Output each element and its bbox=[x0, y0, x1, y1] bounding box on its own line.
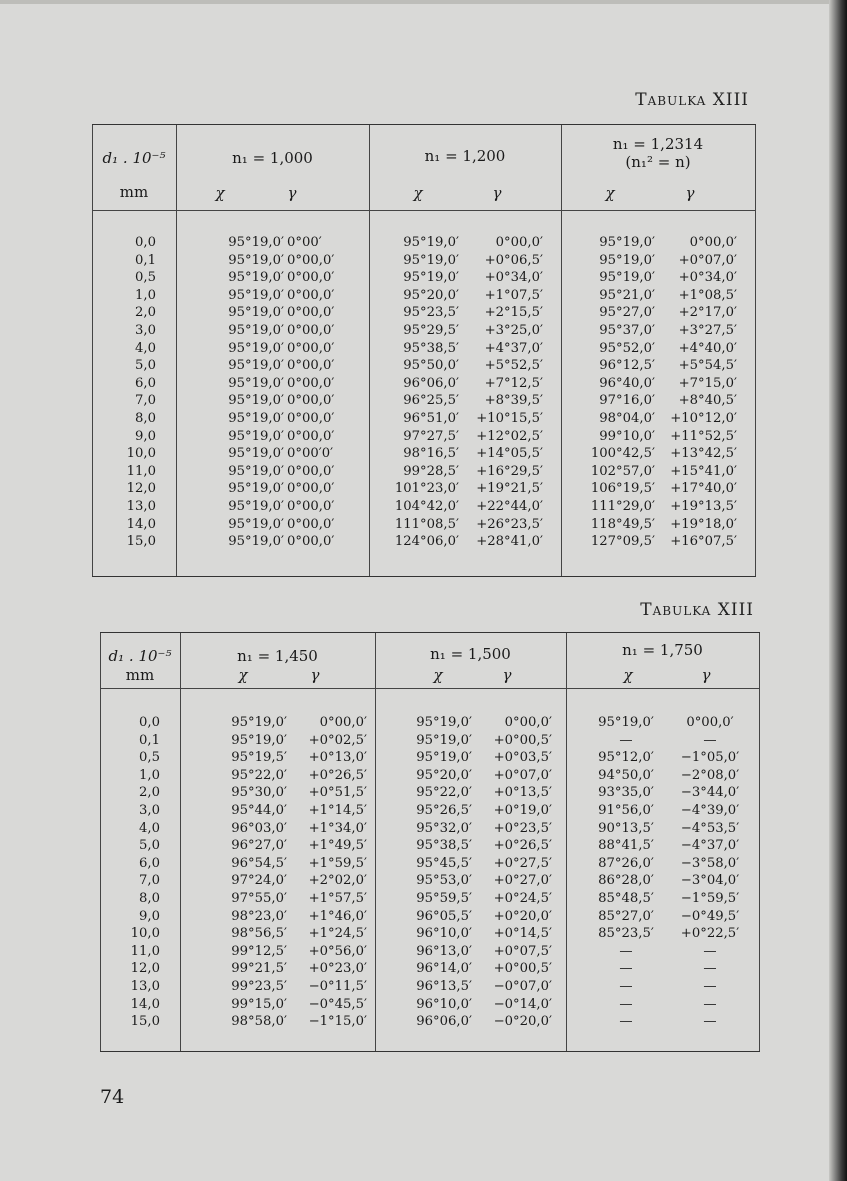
table-cell: 99°10,0′ bbox=[599, 428, 655, 444]
table-cell: +1°59,5′ bbox=[308, 855, 367, 871]
table-cell: 0°00,0′ bbox=[495, 235, 543, 250]
table-cell: 98°23,0′ bbox=[231, 908, 287, 924]
table-cell: 0°00,0′ bbox=[287, 270, 335, 286]
table-cell: −1°59,5′ bbox=[680, 890, 740, 906]
table-cell: 96°14,0′ bbox=[416, 961, 472, 977]
table-cell: +0°13,0′ bbox=[308, 750, 367, 766]
table-cell: +10°15,5′ bbox=[476, 410, 543, 426]
table-cell: — bbox=[703, 996, 717, 1012]
gamma-column bbox=[287, 714, 367, 1031]
table-cell: 95°53,0′ bbox=[416, 873, 472, 889]
table-cell: 11,0 bbox=[126, 463, 156, 479]
row-labels bbox=[92, 234, 156, 551]
row-labels bbox=[100, 714, 160, 1031]
table-cell: +11°52,5′ bbox=[670, 428, 737, 444]
table-cell: 106°19,5′ bbox=[590, 481, 655, 497]
table-cell: 0°00′0′ bbox=[287, 446, 334, 462]
row-header-unit: mm bbox=[125, 666, 155, 684]
table-cell: −3°44,0′ bbox=[680, 785, 740, 801]
gamma-column bbox=[459, 234, 543, 551]
table-cell: — bbox=[619, 732, 633, 748]
table-cell: — bbox=[619, 1014, 633, 1030]
table-cell: 95°37,0′ bbox=[599, 322, 655, 338]
table-cell: 95°19,0′ bbox=[416, 732, 472, 748]
table-cell: 7,0 bbox=[135, 393, 156, 409]
table-cell: 95°22,0′ bbox=[416, 785, 472, 801]
table-cell: +16°07,5′ bbox=[670, 534, 737, 550]
table-cell: 99°12,5′ bbox=[231, 943, 287, 959]
table-cell: 96°12,5′ bbox=[599, 358, 655, 374]
table-cell: +13°42,5′ bbox=[670, 446, 737, 462]
table-cell: −0°14,0′ bbox=[493, 996, 552, 1012]
column-group-header: n₁ = 1,500 bbox=[430, 645, 511, 663]
table-cell: — bbox=[703, 978, 717, 994]
table-cell: 95°50,0′ bbox=[403, 358, 459, 374]
chi-column bbox=[369, 234, 459, 551]
table-cell: 9,0 bbox=[135, 428, 156, 444]
chi-column bbox=[578, 714, 674, 1031]
table-cell: −1°15,0′ bbox=[308, 1014, 367, 1030]
table-cell: 95°19,0′ bbox=[228, 516, 284, 532]
chi-column bbox=[561, 234, 655, 551]
table-cell: 8,0 bbox=[139, 890, 160, 906]
table-cell: 98°58,0′ bbox=[231, 1014, 287, 1030]
table-cell: 10,0 bbox=[126, 446, 156, 462]
table-cell: 11,0 bbox=[130, 943, 160, 959]
table-cell: 95°19,0′ bbox=[599, 270, 655, 286]
chi-label: χ bbox=[433, 666, 443, 684]
gamma-column bbox=[655, 234, 737, 551]
table-cell: −2°08,0′ bbox=[680, 767, 740, 783]
table-cell: 111°29,0′ bbox=[590, 498, 655, 514]
table-cell: 0°00,0′ bbox=[287, 393, 335, 409]
table-cell: 96°13,5′ bbox=[416, 978, 472, 994]
table-cell: +1°24,5′ bbox=[308, 926, 367, 942]
table-cell: — bbox=[703, 732, 717, 748]
table-cell: 14,0 bbox=[126, 516, 156, 532]
table-cell: +0°07,5′ bbox=[493, 943, 552, 959]
table-title: Tabulka XIII bbox=[640, 600, 754, 620]
table-cell: +1°46,0′ bbox=[308, 908, 367, 924]
table-cell: 95°19,0′ bbox=[228, 481, 284, 497]
table-cell: 95°19,0′ bbox=[228, 305, 284, 321]
table-cell: −3°58,0′ bbox=[680, 855, 740, 871]
page-number: 74 bbox=[100, 1086, 125, 1108]
table-cell: −4°37,0′ bbox=[680, 838, 740, 854]
table-cell: +0°34,0′ bbox=[484, 270, 543, 286]
table-cell: 95°38,5′ bbox=[416, 838, 472, 854]
table-cell: 1,0 bbox=[139, 767, 160, 783]
table-cell: 95°20,0′ bbox=[416, 767, 472, 783]
table-cell: 95°20,0′ bbox=[403, 287, 459, 303]
table-cell: 96°10,0′ bbox=[416, 926, 472, 942]
table-cell: 0°00,0′ bbox=[287, 340, 335, 356]
table-cell: — bbox=[703, 943, 717, 959]
table-cell: 0,0 bbox=[135, 235, 156, 250]
table-cell: 7,0 bbox=[139, 873, 160, 889]
table-cell: 12,0 bbox=[130, 961, 160, 977]
table-cell: 95°19,0′ bbox=[599, 235, 655, 250]
table-cell: +0°24,5′ bbox=[493, 890, 552, 906]
table-cell: 12,0 bbox=[126, 481, 156, 497]
table-cell: 86°28,0′ bbox=[598, 873, 654, 889]
table-cell: +0°19,0′ bbox=[493, 802, 552, 818]
table-cell: 96°13,0′ bbox=[416, 943, 472, 959]
table-cell: 0,1 bbox=[139, 732, 160, 748]
chi-column bbox=[375, 714, 472, 1031]
table-cell: +14°05,5′ bbox=[476, 446, 543, 462]
table-cell: 97°27,5′ bbox=[403, 428, 459, 444]
table-cell: +0°23,0′ bbox=[308, 961, 367, 977]
table-cell: 95°19,0′ bbox=[231, 715, 287, 730]
table-cell: 0,5 bbox=[139, 750, 160, 766]
table-cell: +3°25,0′ bbox=[484, 322, 543, 338]
table-cell: +8°39,5′ bbox=[484, 393, 543, 409]
table-cell: 99°23,5′ bbox=[231, 978, 287, 994]
table-cell: 95°38,5′ bbox=[403, 340, 459, 356]
table-cell: — bbox=[619, 978, 633, 994]
table-cell: 0°00,0′ bbox=[287, 498, 335, 514]
table-cell: 0°00,0′ bbox=[686, 715, 734, 730]
column-group-subheader: (n₁² = n) bbox=[625, 153, 691, 171]
table-cell: 0,5 bbox=[135, 270, 156, 286]
table-cell: +0°26,5′ bbox=[308, 767, 367, 783]
chi-label: χ bbox=[215, 184, 225, 202]
table-cell: 95°19,0′ bbox=[228, 375, 284, 391]
table-cell: 127°09,5′ bbox=[590, 534, 655, 550]
table-cell: −3°04,0′ bbox=[680, 873, 740, 889]
table-cell: 99°15,0′ bbox=[231, 996, 287, 1012]
table-cell: 95°19,0′ bbox=[403, 252, 459, 268]
table-cell: +5°54,5′ bbox=[678, 358, 737, 374]
gamma-label: γ bbox=[492, 184, 502, 202]
table-cell: +0°00,5′ bbox=[493, 732, 552, 748]
table-cell: 96°06,0′ bbox=[416, 1014, 472, 1030]
table-cell: 5,0 bbox=[139, 838, 160, 854]
table-cell: 95°29,5′ bbox=[403, 322, 459, 338]
table-cell: — bbox=[619, 943, 633, 959]
table-cell: 0°00,0′ bbox=[287, 375, 335, 391]
table-cell: 95°19,0′ bbox=[228, 235, 284, 250]
table-cell: 95°45,5′ bbox=[416, 855, 472, 871]
table-cell: +19°21,5′ bbox=[476, 481, 543, 497]
table-cell: +0°56,0′ bbox=[308, 943, 367, 959]
table-cell: 1,0 bbox=[135, 287, 156, 303]
table-cell: +0°06,5′ bbox=[484, 252, 543, 268]
column-group-header: n₁ = 1,000 bbox=[232, 149, 313, 167]
column-group-header: n₁ = 1,450 bbox=[237, 647, 318, 665]
table-cell: +10°12,0′ bbox=[670, 410, 737, 426]
table-cell: 0°00′ bbox=[287, 235, 322, 250]
table-cell: 85°48,5′ bbox=[598, 890, 654, 906]
table-cell: +5°52,5′ bbox=[484, 358, 543, 374]
table-cell: 8,0 bbox=[135, 410, 156, 426]
table-cell: 95°19,0′ bbox=[228, 463, 284, 479]
column-group-header: n₁ = 1,200 bbox=[424, 147, 506, 165]
page-binding-edge bbox=[829, 0, 847, 1181]
table-cell: 87°26,0′ bbox=[598, 855, 654, 871]
table-cell: 2,0 bbox=[135, 305, 156, 321]
table-cell: +0°27,0′ bbox=[493, 873, 552, 889]
table-cell: +0°14,5′ bbox=[493, 926, 552, 942]
table-cell: +0°03,5′ bbox=[493, 750, 552, 766]
gamma-label: γ bbox=[502, 666, 512, 684]
table-cell: +0°27,5′ bbox=[493, 855, 552, 871]
table-cell: 96°06,0′ bbox=[403, 375, 459, 391]
table-cell: 13,0 bbox=[126, 498, 156, 514]
table-cell: 0°00,0′ bbox=[287, 481, 335, 497]
table-cell: 96°05,5′ bbox=[416, 908, 472, 924]
table-cell: +15°41,0′ bbox=[670, 463, 737, 479]
gamma-column bbox=[670, 714, 750, 1031]
table-cell: +0°00,5′ bbox=[493, 961, 552, 977]
table-cell: 95°19,0′ bbox=[228, 410, 284, 426]
table-cell: 95°27,0′ bbox=[599, 305, 655, 321]
table-cell: +0°51,5′ bbox=[308, 785, 367, 801]
table-cell: 0°00,0′ bbox=[287, 252, 335, 268]
table-cell: 6,0 bbox=[139, 855, 160, 871]
table-title: Tabulka XIII bbox=[635, 90, 749, 110]
table-cell: 95°19,0′ bbox=[599, 252, 655, 268]
table-cell: +12°02,5′ bbox=[476, 428, 543, 444]
table-cell: 95°19,0′ bbox=[228, 287, 284, 303]
table-cell: +0°34,0′ bbox=[678, 270, 737, 286]
table-cell: +1°14,5′ bbox=[308, 802, 367, 818]
table-cell: 15,0 bbox=[126, 534, 156, 550]
table-cell: 100°42,5′ bbox=[590, 446, 655, 462]
table-cell: 95°19,0′ bbox=[228, 358, 284, 374]
table-cell: 4,0 bbox=[135, 340, 156, 356]
table-cell: 96°03,0′ bbox=[231, 820, 287, 836]
table-cell: 0°00,0′ bbox=[287, 410, 335, 426]
table-cell: +1°08,5′ bbox=[678, 287, 737, 303]
table-cell: +2°17,0′ bbox=[678, 305, 737, 321]
table-cell: −4°53,5′ bbox=[680, 820, 740, 836]
table-cell: 0°00,0′ bbox=[287, 463, 335, 479]
table-cell: 96°27,0′ bbox=[231, 838, 287, 854]
chi-label: χ bbox=[413, 184, 423, 202]
table-cell: +22°44,0′ bbox=[476, 498, 543, 514]
table-cell: 0°00,0′ bbox=[287, 534, 335, 550]
table-cell: 13,0 bbox=[130, 978, 160, 994]
table-cell: 3,0 bbox=[139, 802, 160, 818]
table-cell: 0°00,0′ bbox=[287, 358, 335, 374]
table-cell: 96°40,0′ bbox=[599, 375, 655, 391]
table-cell: +4°37,0′ bbox=[484, 340, 543, 356]
table-cell: 0°00,0′ bbox=[287, 516, 335, 532]
chi-label: χ bbox=[605, 184, 615, 202]
table-cell: +0°23,5′ bbox=[493, 820, 552, 836]
table-cell: 95°23,5′ bbox=[403, 305, 459, 321]
table-cell: +0°07,0′ bbox=[678, 252, 737, 268]
table-cell: 95°19,0′ bbox=[228, 322, 284, 338]
data-table bbox=[92, 124, 756, 577]
table-cell: 96°51,0′ bbox=[403, 410, 459, 426]
gamma-column bbox=[287, 234, 362, 551]
table-cell: 93°35,0′ bbox=[598, 785, 654, 801]
table-cell: 6,0 bbox=[135, 375, 156, 391]
table-cell: 91°56,0′ bbox=[598, 802, 654, 818]
table-cell: 102°57,0′ bbox=[590, 463, 655, 479]
table-cell: 95°19,0′ bbox=[228, 446, 284, 462]
table-cell: 98°04,0′ bbox=[599, 410, 655, 426]
table-cell: 96°54,5′ bbox=[231, 855, 287, 871]
table-cell: +3°27,5′ bbox=[678, 322, 737, 338]
table-cell: 4,0 bbox=[139, 820, 160, 836]
table-cell: 98°56,5′ bbox=[231, 926, 287, 942]
table-cell: 90°13,5′ bbox=[598, 820, 654, 836]
gamma-label: γ bbox=[685, 184, 695, 202]
table-cell: 95°44,0′ bbox=[231, 802, 287, 818]
table-cell: 95°12,0′ bbox=[598, 750, 654, 766]
table-cell: 0,0 bbox=[139, 715, 160, 730]
table-cell: 96°25,5′ bbox=[403, 393, 459, 409]
table-cell: 99°28,5′ bbox=[403, 463, 459, 479]
table-cell: — bbox=[619, 961, 633, 977]
table-cell: 88°41,5′ bbox=[598, 838, 654, 854]
gamma-column bbox=[472, 714, 552, 1031]
page-top-edge bbox=[0, 0, 847, 4]
table-cell: 97°16,0′ bbox=[599, 393, 655, 409]
table-cell: 95°22,0′ bbox=[231, 767, 287, 783]
table-cell: +28°41,0′ bbox=[476, 534, 543, 550]
table-cell: 95°19,0′ bbox=[228, 270, 284, 286]
table-cell: 0,1 bbox=[135, 252, 156, 268]
data-table bbox=[100, 632, 760, 1052]
chi-label: χ bbox=[238, 666, 248, 684]
table-cell: +1°49,5′ bbox=[308, 838, 367, 854]
table-cell: 3,0 bbox=[135, 322, 156, 338]
table-cell: −0°07,0′ bbox=[493, 978, 552, 994]
table-cell: +1°07,5′ bbox=[484, 287, 543, 303]
table-cell: 95°19,0′ bbox=[598, 715, 654, 730]
table-cell: 95°19,0′ bbox=[228, 534, 284, 550]
gamma-label: γ bbox=[701, 666, 711, 684]
table-cell: +2°15,5′ bbox=[484, 305, 543, 321]
table-cell: 0°00,0′ bbox=[689, 235, 737, 250]
table-cell: +8°40,5′ bbox=[678, 393, 737, 409]
table-cell: 95°19,0′ bbox=[403, 235, 459, 250]
table-cell: +1°57,5′ bbox=[308, 890, 367, 906]
table-cell: −0°45,5′ bbox=[308, 996, 367, 1012]
table-cell: 0°00,0′ bbox=[287, 305, 335, 321]
table-cell: 95°19,0′ bbox=[228, 498, 284, 514]
table-cell: +4°40,0′ bbox=[678, 340, 737, 356]
table-cell: 95°19,0′ bbox=[228, 393, 284, 409]
table-cell: +2°02,0′ bbox=[308, 873, 367, 889]
table-cell: 96°10,0′ bbox=[416, 996, 472, 1012]
table-cell: 95°19,0′ bbox=[228, 252, 284, 268]
chi-label: χ bbox=[623, 666, 633, 684]
table-cell: 15,0 bbox=[130, 1014, 160, 1030]
gamma-label: γ bbox=[310, 666, 320, 684]
table-cell: −0°49,5′ bbox=[680, 908, 740, 924]
table-cell: 97°24,0′ bbox=[231, 873, 287, 889]
table-cell: +7°15,0′ bbox=[678, 375, 737, 391]
table-cell: −4°39,0′ bbox=[680, 802, 740, 818]
table-cell: 9,0 bbox=[139, 908, 160, 924]
chi-column bbox=[176, 234, 284, 551]
table-cell: 99°21,5′ bbox=[231, 961, 287, 977]
table-cell: 0°00,0′ bbox=[287, 428, 335, 444]
table-cell: +0°26,5′ bbox=[493, 838, 552, 854]
table-cell: 124°06,0′ bbox=[394, 534, 459, 550]
table-cell: 95°30,0′ bbox=[231, 785, 287, 801]
table-cell: +0°07,0′ bbox=[493, 767, 552, 783]
row-header-label: d₁ . 10⁻⁵ bbox=[102, 149, 166, 167]
table-cell: 111°08,5′ bbox=[394, 516, 459, 532]
table-cell: — bbox=[703, 961, 717, 977]
row-header-label: d₁ . 10⁻⁵ bbox=[108, 647, 172, 665]
table-cell: 0°00,0′ bbox=[504, 715, 552, 730]
table-cell: 95°19,0′ bbox=[416, 715, 472, 730]
table-cell: 2,0 bbox=[139, 785, 160, 801]
table-cell: — bbox=[703, 1014, 717, 1030]
table-cell: 95°52,0′ bbox=[599, 340, 655, 356]
table-cell: 14,0 bbox=[130, 996, 160, 1012]
table-cell: +1°34,0′ bbox=[308, 820, 367, 836]
table-cell: 95°19,0′ bbox=[403, 270, 459, 286]
table-cell: +0°22,5′ bbox=[680, 926, 740, 942]
table-cell: +0°20,0′ bbox=[493, 908, 552, 924]
table-cell: 95°59,5′ bbox=[416, 890, 472, 906]
table-cell: 0°00,0′ bbox=[287, 322, 335, 338]
table-cell: +0°02,5′ bbox=[308, 732, 367, 748]
table-cell: 95°32,0′ bbox=[416, 820, 472, 836]
table-cell: 95°19,0′ bbox=[228, 340, 284, 356]
table-cell: 95°19,0′ bbox=[228, 428, 284, 444]
table-cell: 97°55,0′ bbox=[231, 890, 287, 906]
table-cell: 95°21,0′ bbox=[599, 287, 655, 303]
table-cell: +17°40,0′ bbox=[670, 481, 737, 497]
table-cell: 98°16,5′ bbox=[403, 446, 459, 462]
table-cell: 85°27,0′ bbox=[598, 908, 654, 924]
table-cell: 0°00,0′ bbox=[287, 287, 335, 303]
table-cell: 5,0 bbox=[135, 358, 156, 374]
table-cell: 104°42,0′ bbox=[394, 498, 459, 514]
table-cell: 95°19,0′ bbox=[231, 732, 287, 748]
table-cell: +7°12,5′ bbox=[484, 375, 543, 391]
gamma-label: γ bbox=[287, 184, 297, 202]
table-cell: +19°13,5′ bbox=[670, 498, 737, 514]
table-cell: +0°13,5′ bbox=[493, 785, 552, 801]
table-cell: 118°49,5′ bbox=[590, 516, 655, 532]
table-cell: +16°29,5′ bbox=[476, 463, 543, 479]
table-cell: 85°23,5′ bbox=[598, 926, 654, 942]
table-cell: −0°20,0′ bbox=[493, 1014, 552, 1030]
table-cell: −0°11,5′ bbox=[308, 978, 367, 994]
table-cell: 95°26,5′ bbox=[416, 802, 472, 818]
table-cell: 101°23,0′ bbox=[394, 481, 459, 497]
table-cell: — bbox=[619, 996, 633, 1012]
table-cell: 10,0 bbox=[130, 926, 160, 942]
table-cell: 94°50,0′ bbox=[598, 767, 654, 783]
table-cell: +19°18,0′ bbox=[670, 516, 737, 532]
row-header-unit: mm bbox=[119, 183, 149, 201]
column-group-header: n₁ = 1,750 bbox=[622, 641, 703, 659]
column-group-header: n₁ = 1,2314 bbox=[612, 135, 704, 153]
table-cell: +26°23,5′ bbox=[476, 516, 543, 532]
table-cell: 0°00,0′ bbox=[319, 715, 367, 730]
table-cell: 95°19,0′ bbox=[416, 750, 472, 766]
chi-column bbox=[180, 714, 287, 1031]
table-cell: 95°19,5′ bbox=[231, 750, 287, 766]
table-cell: −1°05,0′ bbox=[680, 750, 740, 766]
